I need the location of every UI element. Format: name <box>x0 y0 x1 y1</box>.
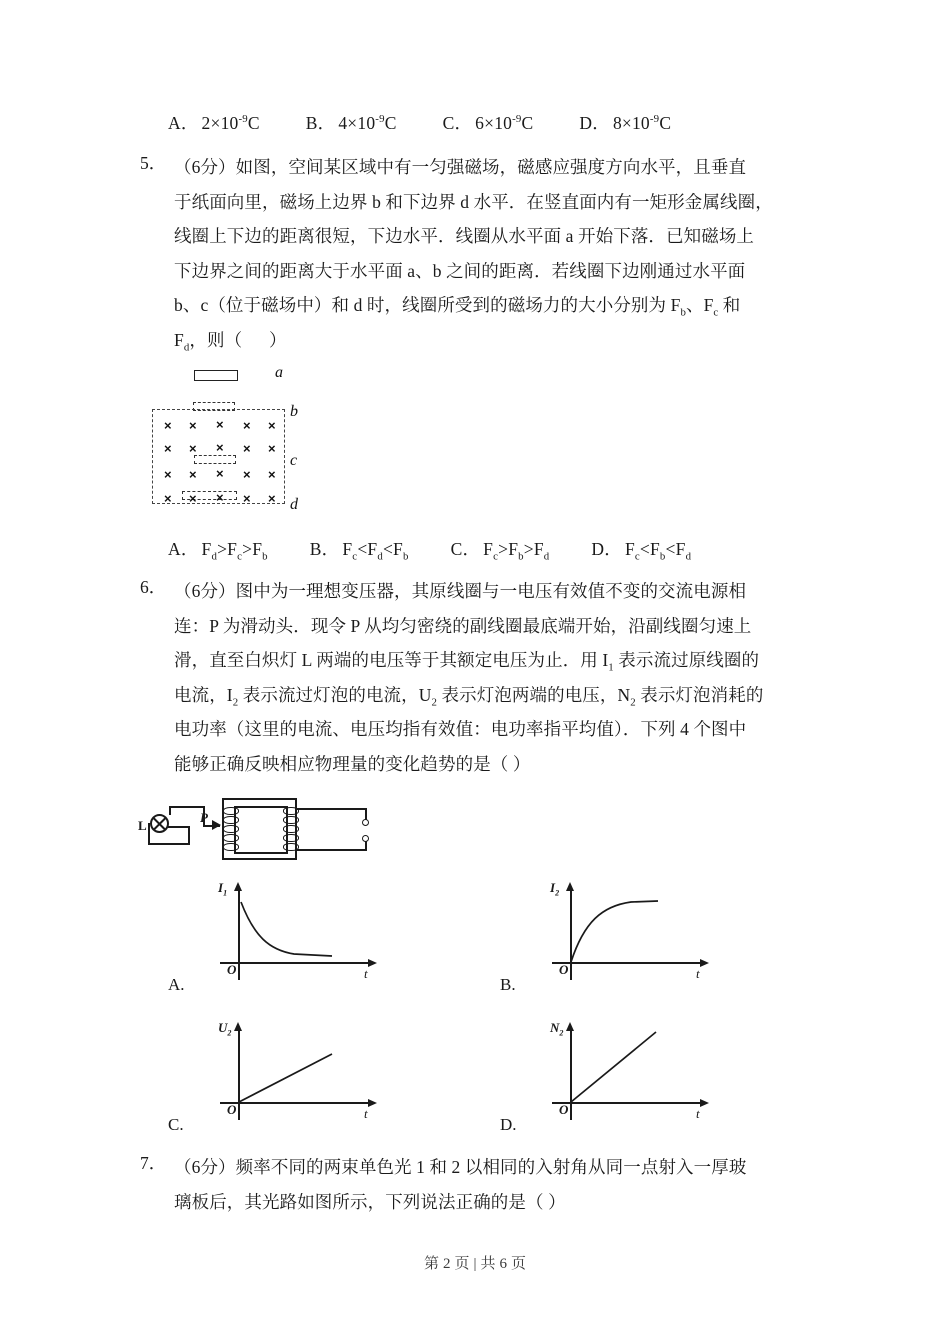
wire-segment <box>295 808 367 810</box>
q6-graph-b-letter: B. <box>500 975 516 994</box>
transformer-core <box>234 806 288 854</box>
field-x-mark: × <box>268 491 276 506</box>
q5-option-a-label: A． <box>168 539 199 559</box>
wire-segment <box>222 858 296 860</box>
q5-options-row <box>168 536 691 561</box>
field-x-mark: × <box>216 440 224 455</box>
footer-current-page: 2 <box>442 1256 451 1272</box>
x-axis-label: t <box>364 1106 368 1121</box>
field-x-mark: × <box>268 418 276 433</box>
winding-turn <box>223 843 239 851</box>
footer-total-pages: 6 <box>499 1256 508 1272</box>
question-5-line-5: b、c（位于磁场中）和 d 时，线圈所受到的磁场力的大小分别为 $F_b$、$F_c$ 和 <box>174 295 741 319</box>
field-x-mark: × <box>216 417 224 432</box>
y-axis-label: $I_1$ <box>218 880 228 898</box>
ac-terminal-top <box>362 819 369 826</box>
q5-option-c-label: C． <box>450 539 481 559</box>
ac-terminal-bottom <box>362 835 369 842</box>
slider-arrow-icon <box>212 820 221 830</box>
q6-graph-d-axes <box>546 1020 726 1128</box>
question-6-line-3: 滑，直至白炽灯 L 两端的电压等于其额定电压为止．用 $I_1$ 表示流过原线圈的 <box>174 650 760 674</box>
question-6-line-2: 连：P 为滑动头．现令 P 从均匀密绕的副线圈最底端开始，沿副线圈匀速上 <box>174 615 752 636</box>
footer-separator: | <box>473 1256 477 1272</box>
question-5-number: 5． <box>140 153 167 173</box>
q4-option-a-label: A． <box>168 113 199 133</box>
lamp-label: L <box>138 818 147 833</box>
q5-option-b-label: B． <box>309 539 340 559</box>
wire-segment <box>148 843 190 845</box>
question-5-text <box>174 150 815 357</box>
q4-option-c-label: C． <box>442 113 473 133</box>
wire-segment <box>222 798 296 800</box>
q4-option-a-unit: C <box>247 113 260 133</box>
coil-at-plane-a <box>194 370 238 381</box>
field-x-mark: × <box>164 418 172 433</box>
winding-turn <box>223 825 239 833</box>
q6-graph-c-axes <box>214 1020 394 1128</box>
x-axis-label: t <box>364 966 368 981</box>
q6-graph-c-line <box>214 1028 394 1128</box>
y-axis-label: $I_2$ <box>550 880 560 898</box>
question-7-number: 7． <box>140 1153 167 1173</box>
q5-option-c[interactable]: C． $F_c>F_b>F_d$ <box>450 539 550 563</box>
q4-option-b[interactable] <box>306 110 397 135</box>
field-x-mark: × <box>164 467 172 482</box>
field-x-mark: × <box>164 491 172 506</box>
q6-graph-option-a[interactable] <box>168 882 408 997</box>
q6-graph-option-d[interactable] <box>500 1022 740 1137</box>
question-7-text <box>174 1150 815 1219</box>
field-x-mark: × <box>164 441 172 456</box>
q6-graph-option-b[interactable] <box>500 882 740 997</box>
q5-option-d-label: D． <box>591 539 622 559</box>
wire-segment <box>168 826 190 828</box>
question-7 <box>140 1150 815 1219</box>
winding-turn <box>223 816 239 824</box>
q6-graph-d-line <box>546 1028 726 1128</box>
q4-option-c[interactable] <box>443 110 534 135</box>
field-x-mark: × <box>189 467 197 482</box>
question-6-line-4: 电流，$I_2$ 表示流过灯泡的电流，$U_2$ 表示灯泡两端的电压，$N_2$ 表示灯泡消耗的 <box>174 684 764 708</box>
slider-label-p: P <box>200 810 208 825</box>
q4-option-d-unit: C <box>659 113 672 133</box>
q4-option-d[interactable] <box>579 110 671 135</box>
field-x-mark: × <box>268 467 276 482</box>
wire-segment <box>222 798 224 860</box>
field-x-mark: × <box>216 490 224 505</box>
field-x-mark: × <box>189 441 197 456</box>
wire-segment <box>295 849 367 851</box>
question-7-line-2: 璃板后，其光路如图所示，下列说法正确的是（ ） <box>174 1191 566 1212</box>
question-5 <box>140 150 815 357</box>
q6-transformer-circuit-figure <box>138 796 383 876</box>
y-axis-label: $U_2$ <box>218 1020 232 1038</box>
footer-page-unit: 页 <box>454 1256 470 1272</box>
question-6-line-5: 电功率（这里的电流、电压均指有效值：电功率指平均值）．下列 4 个图中 <box>174 719 747 739</box>
field-x-mark: × <box>268 441 276 456</box>
origin-label: O <box>227 962 237 977</box>
field-x-mark: × <box>216 466 224 481</box>
q4-option-d-exponent: -9 <box>649 113 660 126</box>
q5-magnetic-field-figure <box>140 362 460 534</box>
question-6-line-6: 能够正确反映相应物理量的变化趋势的是（ ） <box>174 753 531 774</box>
question-5-line-6: $F_d$，则（ ） <box>174 329 287 353</box>
field-x-mark: × <box>243 441 251 456</box>
footer-total-prefix: 共 <box>480 1256 496 1272</box>
q4-option-a-base: 2×10 <box>201 113 239 133</box>
wire-segment <box>188 826 190 845</box>
plane-label-c: c <box>290 452 298 469</box>
plane-label-a: a <box>275 364 283 381</box>
q6-graph-option-c[interactable] <box>168 1022 408 1137</box>
q6-graph-b-axes <box>546 880 726 988</box>
field-x-mark: × <box>243 491 251 506</box>
q4-option-b-base: 4×10 <box>338 113 376 133</box>
winding-turn <box>223 807 239 815</box>
field-x-mark: × <box>243 418 251 433</box>
q6-graph-a-axes <box>214 880 394 988</box>
x-axis-label: t <box>696 966 700 981</box>
q5-option-d[interactable]: D． $F_c<F_b<F_d$ <box>591 539 692 563</box>
origin-label: O <box>227 1102 237 1117</box>
wire-segment <box>148 823 150 845</box>
question-7-line-1: （6分）频率不同的两束单色光 1 和 2 以相同的入射角从同一点射入一厚玻 <box>174 1157 747 1177</box>
q4-option-c-exponent: -9 <box>512 113 522 126</box>
y-axis-label: $N_2$ <box>550 1020 564 1038</box>
q4-option-d-label: D． <box>579 113 610 133</box>
q5-option-b[interactable]: B． $F_c<F_d<F_b$ <box>309 539 409 563</box>
page-footer <box>0 1252 950 1273</box>
question-6-line-1: （6分）图中为一理想变压器，其原线圈与一电压有效值不变的交流电源相 <box>174 581 747 601</box>
question-5-line-1: （6分）如图，空间某区域中有一匀强磁场，磁感应强度方向水平，且垂直 <box>174 157 747 177</box>
question-5-line-2: 于纸面向里，磁场上边界 b 和下边界 d 水平．在竖直面内有一矩形金属线圈， <box>174 191 773 212</box>
field-x-mark: × <box>189 418 197 433</box>
q6-graph-a-curve <box>214 888 394 988</box>
q4-option-c-base: 6×10 <box>475 113 513 133</box>
q5-option-a[interactable]: A． $F_d>F_c>F_b$ <box>168 539 268 563</box>
coil-at-plane-c <box>194 455 236 464</box>
q4-option-b-exponent: -9 <box>375 113 385 126</box>
q6-graph-c-letter: C. <box>168 1115 184 1134</box>
wire-segment <box>169 806 171 815</box>
winding-turn <box>223 834 239 842</box>
question-6-number: 6． <box>140 577 167 597</box>
q6-graph-d-letter: D. <box>500 1115 517 1134</box>
question-6-text <box>174 574 815 781</box>
plane-label-d: d <box>290 496 298 513</box>
q4-option-a[interactable] <box>168 110 260 135</box>
q4-option-a-exponent: -9 <box>238 113 248 126</box>
plane-label-b: b <box>290 403 298 420</box>
field-x-mark: × <box>243 467 251 482</box>
q6-graph-a-letter: A. <box>168 975 185 994</box>
q4-option-b-unit: C <box>384 113 397 133</box>
wire-segment <box>169 806 205 808</box>
question-5-line-4: 下边界之间的距离大于水平面 a、b 之间的距离．若线圈下边刚通过水平面 <box>174 260 746 281</box>
q4-options-row <box>168 110 671 135</box>
footer-total-unit: 页 <box>511 1256 527 1272</box>
field-x-mark: × <box>189 491 197 506</box>
q4-option-b-label: B． <box>305 113 336 133</box>
origin-label: O <box>559 1102 569 1117</box>
footer-current-prefix: 第 <box>423 1256 439 1272</box>
question-6 <box>140 574 815 781</box>
origin-label: O <box>559 962 569 977</box>
question-5-line-3: 线圈上下边的距离很短，下边水平．线圈从水平面 a 开始下落．已知磁场上 <box>174 226 755 246</box>
x-axis-label: t <box>696 1106 700 1121</box>
q6-graph-b-curve <box>546 888 726 988</box>
q4-option-d-base: 8×10 <box>612 113 650 133</box>
q4-option-c-unit: C <box>521 113 534 133</box>
